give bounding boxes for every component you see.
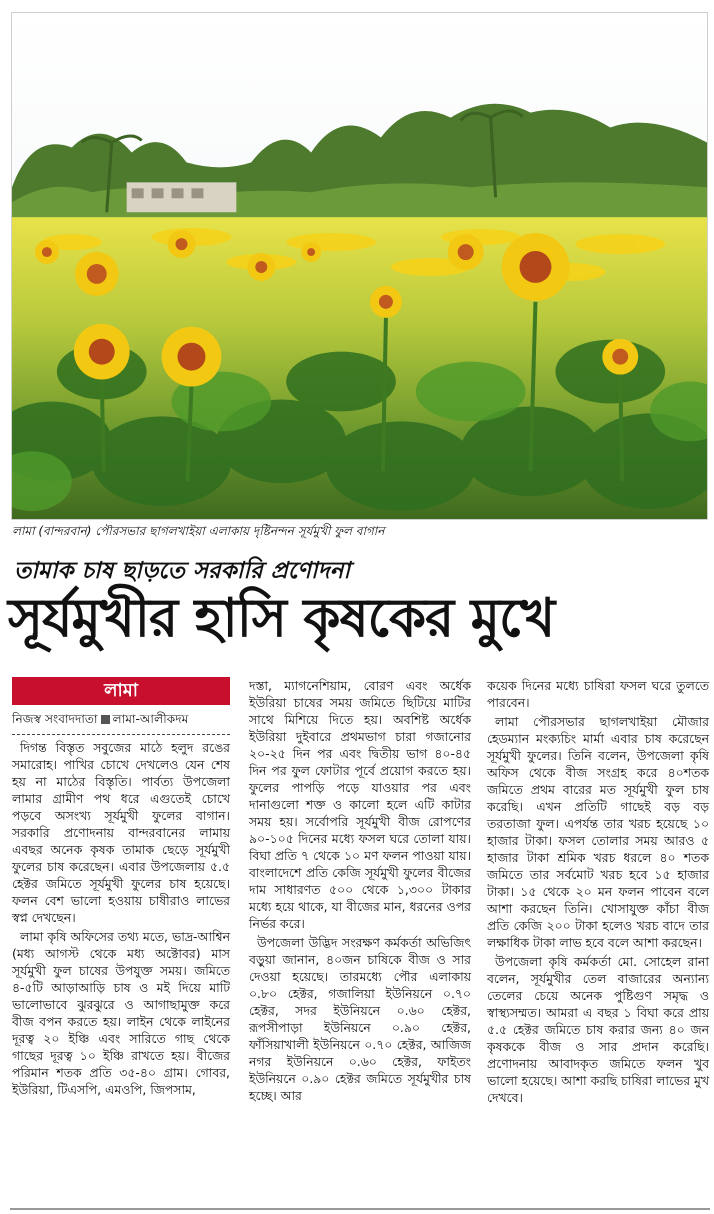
paragraph: উপজেলা কৃষি কর্মকর্তা মো. সোহেল রানা বলেন, সূর্যমুখীর তেল বাজারের অন্যান্য তেলের চেয়ে অনেক পুষ্টিগুণ সমৃদ্ধ ও স্বাস্থ্যসম্মত। আমরা এ বছর ১ বিঘা করে প্রায় ৫.৫ হেক্টর জমিতে চাষ করার জন্য ৪০ জন কৃষককে বীজ ও সার প্রদান করেছি। প্রণোদনায় আবাদকৃত জমিতে ফলন খুব ভালো হয়েছে। আশা করছি চাষিরা লাভের মুখ দেখবে। [487,954,709,1105]
byline [12,711,230,735]
square-bullet-icon [101,715,110,724]
paragraph: দিগন্ত বিস্তৃত সবুজের মাঠে হলুদ রঙের সমারোহ। পাখির চোখে দেখলেও যেন শেষ হয় না মাঠের বিস্তৃতি। পার্বত্য উপজেলা লামার গ্রামীণ পথ ধরে এগুতেই চোখে পড়বে অসংখ্য সূর্যমুখী ফুলের বাগান। সরকারি প্রণোদনায় বান্দরবানের লামায় এবছর অনেক কৃষক তামাক ছেড়ে সূর্যমুখী ফুলের চাষ করেছেন। এবার উপজেলায় ৫.৫ হেক্টর জমিতে সূর্যমুখী ফুলের চাষ হয়েছে। ফলন বেশ ভালো হওয়ায় চাষীরাও লাভের স্বপ্ন দেখছেন। [12,740,230,925]
paragraph: কয়েক দিনের মধ্যে চাষিরা ফসল ঘরে তুলতে পারবেন। [487,678,709,710]
byline-place: লামা-আলীকদম [112,712,189,726]
main-headline: সূর্যমুখীর হাসি কৃষকের মুখে [8,588,555,649]
paragraph: উপজেলা উদ্ভিদ সংরক্ষণ কর্মকর্তা অভিজিৎ বড়ুয়া জানান, ৪০জন চাষিকে বীজ ও সার দেওয়া হয়েছে। তারমধ্যে পৌর এলাকায় ০.৮০ হেক্টর, গজালিয়া ইউনিয়নে ০.৭০ হেক্টর, সদর ইউনিয়নে ০.৬০ হেক্টর, রূপসীপাড়া ইউনিয়নে ০.৯০ হেক্টর, ফাঁসিয়াখালী ইউনিয়নে ০.৭০ হেক্টর, আজিজ নগর ইউনিয়নে ০.৬০ হেক্টর, ফাইতং ইউনিয়নে ০.৯০ হেক্টর জমিতে সূর্যমুখীর চাষ হচ্ছে। আর [249,935,471,1103]
sunflower-field-photo [11,12,708,520]
article-column-1 [12,677,230,1100]
sunflower-field-illustration [12,13,707,519]
paragraph: দস্তা, ম্যাগনেশিয়াম, বোরণ এবং অর্ধেক ইউরিয়া চাষের সময় জমিতে ছিটিয়ে মাটির সাথে মিশিয়ে দিতে হয়। অবশিষ্ট অর্ধেক ইউরিয়া দুইবারে প্রথমভাগ চারা গজানোর ২০-২৫ দিন পর এবং দ্বিতীয় ভাগ ৪০-৪৫ দিন পর ফুল ফোটার পূর্বে প্রয়োগ করতে হয়। ফুলের পাপড়ি পড়ে যাওয়ার পর এবং দানাগুলো শক্ত ও কালো হলে এটি কাটার সময় হয়। সর্বোপরি সূর্যমুখী বীজ রোপণের ৯০-১০৫ দিনের মধ্যে ফসল ঘরে তোলা যায়। বিঘা প্রতি ৭ থেকে ১০ মণ ফলন পাওয়া যায়। বাংলাদেশে প্রতি কেজি সূর্যমুখী ফুলের বীজের দাম সাধারণত ৫০০ থেকে ১,৩০০ টাকার মধ্যে হয়ে থাকে, যা বীজের মান, ধরনের ওপর নির্ভর করে। [249,678,471,931]
photo-caption: লামা (বান্দরবান) পৌরসভার ছাগলখাইয়া এলাকায় দৃষ্টিনন্দন সূর্যমুখী ফুল বাগান [12,524,385,538]
article-column-2 [249,677,471,1106]
location-tag: লামা [12,677,230,705]
bottom-rule [10,1208,710,1210]
byline-reporter: নিজস্ব সংবাদদাতা [12,712,98,726]
paragraph: লামা পৌরসভার ছাগলখাইয়া মৌজার হেডম্যান মংক্যচিং মার্মা এবার চাষ করেছেন সূর্যমুখী ফুলের। তিনি বলেন, উপজেলা কৃষি অফিস থেকে বীজ সংগ্রহ করে ৪০শতক জমিতে প্রথম বারের মত সূর্যমুখী ফুল চাষ করেছি। এখন প্রতিটি গাছেই বড় বড় তরতাজা ফুল। এপর্যন্ত তার খরচ হয়েছে ১০ হাজার টাকা। ফসল তোলার সময় আরও ৫ হাজার টাকা শ্রমিক খরচ ধরলে ৪০ শতক জমিতে তার সর্বমোট খরচ হবে ১৫ হাজার টাকা। ১৫ থেকে ২০ মন ফলন পাবেন বলে আশা করছেন তিনি। খোসাযুক্ত কাঁচা বীজ প্রতি কেজি ২০০ টাকা হলেও খরচ বাদে তার লক্ষাধিক টাকা লাভ হবে বলে আশা করছেন। [487,714,709,950]
kicker-headline: তামাক চাষ ছাড়তে সরকারি প্রণোদনা [14,558,351,584]
article-column-3 [487,677,709,1108]
paragraph: লামা কৃষি অফিসের তথ্য মতে, ভাদ্র-আশ্বিন (মধ্য আগস্ট থেকে মধ্য অক্টোবর) মাস সূর্যমুখী ফুল চাষের উপযুক্ত সময়। জমিতে ৪-৫টি আড়াআড়ি চাষ ও মই দিয়ে মাটি ভালোভাবে ঝুরঝুরে ও আগাছামুক্ত করে বীজ বপন করতে হয়। লাইন থেকে লাইনের দূরত্ব ২০ ইঞ্চি এবং সারিতে গাছ থেকে গাছের দূরত্ব ১০ ইঞ্চি রাখতে হয়। বীজের পরিমান শতক প্রতি ৩৫-৪০ গ্রাম। গোবর, ইউরিয়া, টিএসপি, এমওপি, জিপসাম, [12,929,230,1097]
